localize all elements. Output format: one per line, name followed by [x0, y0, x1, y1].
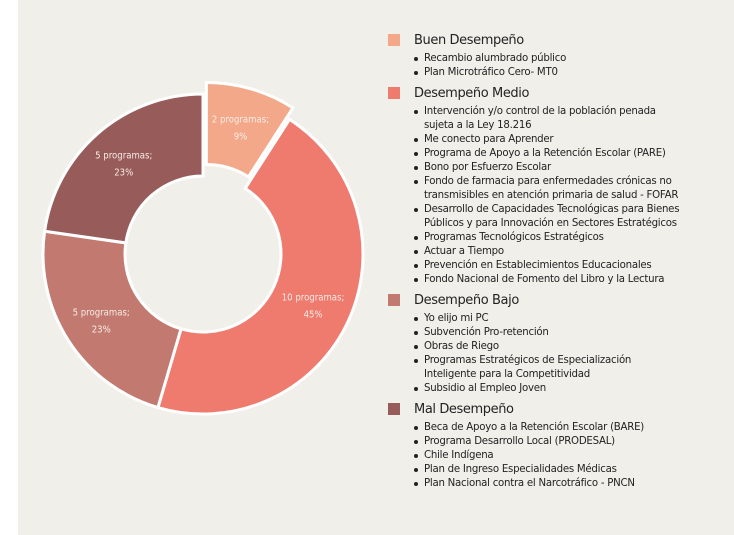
- legend-group-title: Mal Desempeño: [414, 401, 514, 417]
- legend-program-list: [388, 421, 734, 491]
- legend-program-item: [414, 147, 734, 161]
- legend-program-item: [414, 312, 734, 326]
- legend-program-line: Plan de Ingreso Especialidades Médicas: [424, 464, 617, 475]
- legend-program-list: [388, 52, 734, 80]
- legend-program-item: [414, 259, 734, 273]
- legend-program-line: Fondo de farmacia para enfermedades crónicas no: [424, 176, 672, 187]
- legend-program-item: [414, 463, 734, 477]
- legend-program-line: Programas Tecnológicos Estratégicos: [424, 232, 604, 243]
- legend-program-line: sujeta a la Ley 18.216: [424, 120, 532, 131]
- legend-program-line: Prevención en Establecimientos Educacionales: [424, 260, 652, 271]
- legend-program-item: [414, 105, 734, 133]
- legend-program-item: [414, 326, 734, 340]
- legend-program-line: Desarrollo de Capacidades Tecnológicas para Bienes: [424, 204, 680, 215]
- legend-group-title: Buen Desempeño: [414, 32, 524, 48]
- legend-group: [388, 30, 734, 80]
- legend-program-item: [414, 52, 734, 66]
- legend-program-line: Programas Estratégicos de Especialización: [424, 355, 632, 366]
- legend-group-header: [388, 30, 734, 50]
- legend-program-item: [414, 203, 734, 231]
- legend-program-line: Bono por Esfuerzo Escolar: [424, 162, 551, 173]
- slice-percent-label: 45%: [303, 309, 323, 321]
- legend-program-line: Actuar a Tiempo: [424, 246, 504, 257]
- legend-program-line: Programa Desarrollo Local (PRODESAL): [424, 436, 615, 447]
- slice-percent-label: 23%: [114, 167, 134, 179]
- slice-2: [43, 231, 181, 407]
- legend-program-line: Programa de Apoyo a la Retención Escolar (PARE): [424, 148, 666, 159]
- legend-group: [388, 399, 734, 491]
- slice-count-label: 5 programas;: [72, 307, 130, 319]
- legend-group: [388, 290, 734, 396]
- legend-program-item: [414, 449, 734, 463]
- legend-program-item: [414, 245, 734, 259]
- legend-program-item: [414, 382, 734, 396]
- legend-program-line: Me conecto para Aprender: [424, 134, 554, 145]
- legend-program-list: [388, 312, 734, 396]
- legend-group-header: [388, 83, 734, 103]
- legend-program-item: [414, 421, 734, 435]
- legend-program-line: Yo elijo mi PC: [424, 313, 489, 324]
- legend-group-title: Desempeño Medio: [414, 85, 530, 101]
- legend-program-item: [414, 161, 734, 175]
- legend-program-item: [414, 273, 734, 287]
- legend-program-line: Beca de Apoyo a la Retención Escolar (BARE): [424, 422, 644, 433]
- legend-program-item: [414, 231, 734, 245]
- chart-legend: [388, 30, 734, 494]
- legend-program-line: Plan Microtráfico Cero- MT0: [424, 67, 558, 78]
- legend-program-item: [414, 435, 734, 449]
- legend-program-line: Fondo Nacional de Fomento del Libro y la Lectura: [424, 274, 665, 285]
- legend-program-line: Recambio alumbrado público: [424, 53, 567, 64]
- slice-count-label: 5 programas;: [95, 150, 153, 162]
- legend-program-item: [414, 354, 734, 382]
- legend-group-header: [388, 399, 734, 419]
- legend-program-item: [414, 340, 734, 354]
- legend-program-item: [414, 477, 734, 491]
- legend-group: [388, 83, 734, 287]
- slice-percent-label: 9%: [233, 131, 248, 143]
- legend-program-item: [414, 175, 734, 203]
- legend-program-list: [388, 105, 734, 287]
- legend-group-title: Desempeño Bajo: [414, 292, 519, 308]
- legend-swatch: [388, 34, 400, 46]
- legend-program-line: transmisibles en atención primaria de salud - FOFAR: [424, 190, 679, 201]
- legend-program-line: Subsidio al Empleo Joven: [424, 383, 546, 394]
- slice-count-label: 10 programas;: [281, 292, 345, 304]
- legend-program-line: Chile Indígena: [424, 450, 494, 461]
- legend-program-line: Intervención y/o control de la población penada: [424, 106, 656, 117]
- legend-program-line: Obras de Riego: [424, 341, 499, 352]
- legend-program-item: [414, 66, 734, 80]
- legend-group-header: [388, 290, 734, 310]
- slice-percent-label: 23%: [91, 324, 111, 336]
- legend-program-line: Públicos y para Innovación en Sectores Estratégicos: [424, 218, 677, 229]
- legend-program-line: Plan Nacional contra el Narcotráfico - PNCN: [424, 478, 635, 489]
- legend-swatch: [388, 87, 400, 99]
- legend-swatch: [388, 403, 400, 415]
- legend-swatch: [388, 294, 400, 306]
- legend-program-line: Inteligente para la Competitividad: [424, 369, 590, 380]
- legend-program-line: Subvención Pro-retención: [424, 327, 549, 338]
- legend-program-item: [414, 133, 734, 147]
- slice-count-label: 2 programas;: [211, 114, 270, 126]
